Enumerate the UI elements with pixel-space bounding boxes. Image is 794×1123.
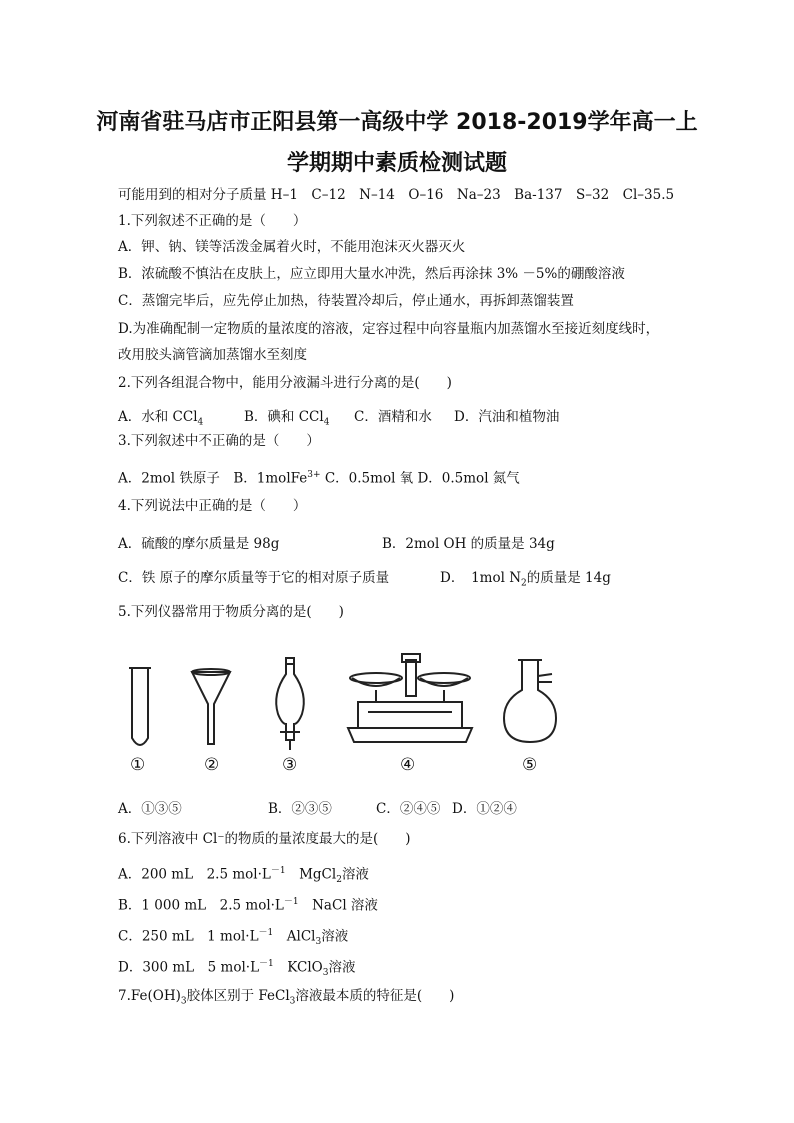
q1-option-d-line2: 改用胶头滴管滴加蒸馏水至刻度 (118, 347, 307, 363)
apparatus-label-1: ① (130, 755, 146, 775)
q1-option-b: B．浓硫酸不慎沾在皮肤上，应立即用大量水冲洗，然后再涂抹 3% －5%的硼酸溶液 (118, 266, 625, 282)
q7-stem: $7.Fe(OH)_3$胶体区别于 FeCl$_3$溶液最本质的特征是( ) (118, 988, 455, 1007)
q5-option-b: B．②③⑤ (268, 801, 332, 817)
q2-stem: 2.下列各组混合物中，能用分液漏斗进行分离的是( ) (118, 375, 452, 391)
q1-option-d-line1: D.为准确配制一定物质的量浓度的溶液，定容过程中向容量瓶内加蒸馏水至接近刻度线时， (118, 321, 660, 337)
q5-option-d: D．①②④ (452, 801, 517, 817)
q6-option-a: A．200 mL 2.5 $mol\cdot L^{-1}$ MgCl$_2$溶液 (118, 866, 369, 886)
q2-option-a: A．水和 CCl$_4$ (118, 409, 204, 428)
q3-stem: 3.下列叙述中不正确的是（ ） (118, 433, 320, 449)
title-line-2: 学期期中素质检测试题 (286, 151, 507, 176)
q4-option-d: D． 1mol $N_2$的质量是 14g (440, 570, 611, 589)
round-bottom-flask-icon (504, 660, 556, 742)
q2-option-d: D．汽油和植物油 (454, 409, 560, 425)
q3-options: A．2mol 铁原子 B．1molFe$^{3+}$ C．0.5mol 氧 D．0.5mol 氮气 (118, 470, 520, 487)
q4-option-c: C．铁 原子的摩尔质量等于它的相对原子质量 (118, 570, 390, 586)
q4-option-b: B．2mol OH 的质量是 34g (382, 536, 555, 552)
apparatus-label-5: ⑤ (522, 755, 538, 775)
apparatus-label-4: ④ (400, 755, 416, 775)
balance-icon (348, 654, 472, 742)
q5-option-c: C．②④⑤ (376, 801, 441, 817)
lab-apparatus-figure (120, 650, 560, 780)
relative-masses: 可能用到的相对分子质量 H–1 C–12 N–14 O–16 Na–23 Ba-137 S–32 Cl–35.5 (118, 187, 675, 203)
q1-option-a: A．钾、钠、镁等活泼金属着火时，不能用泡沫灭火器灭火 (118, 239, 466, 255)
apparatus-label-2: ② (204, 755, 220, 775)
q6-option-c: C．250 mL 1 $mol\cdot L^{-1}$ AlCl$_3$溶液 (118, 928, 349, 948)
separatory-funnel-icon (276, 658, 304, 750)
q6-stem: 6.下列溶液中 Cl⁻的物质的量浓度最大的是( ) (118, 831, 411, 847)
q5-stem: 5.下列仪器常用于物质分离的是( ) (118, 604, 344, 620)
q2-option-c: C．酒精和水 (354, 409, 432, 425)
title-line-1: 河南省驻马店市正阳县第一高级中学 2018-2019学年高一上 (96, 110, 698, 135)
q2-option-b: B．碘和 CCl$_4$ (244, 409, 330, 428)
funnel-icon (192, 669, 230, 744)
q4-stem: 4.下列说法中正确的是（ ） (118, 498, 307, 514)
q6-option-d: D．300 mL 5 $mol\cdot L^{-1}$ KClO$_3$溶液 (118, 959, 356, 979)
apparatus-label-3: ③ (282, 755, 298, 775)
q4-option-a: A．硫酸的摩尔质量是 98g (118, 536, 280, 552)
test-tube-icon (129, 668, 151, 745)
q1-stem: 1.下列叙述不正确的是（ ） (118, 213, 307, 229)
q5-option-a: A．①③⑤ (118, 801, 182, 817)
q6-option-b: B．1 000 mL 2.5 $mol\cdot L^{-1}$ NaCl 溶液 (118, 897, 378, 914)
q1-option-c: C．蒸馏完毕后，应先停止加热，待装置冷却后，停止通水，再拆卸蒸馏装置 (118, 293, 574, 309)
